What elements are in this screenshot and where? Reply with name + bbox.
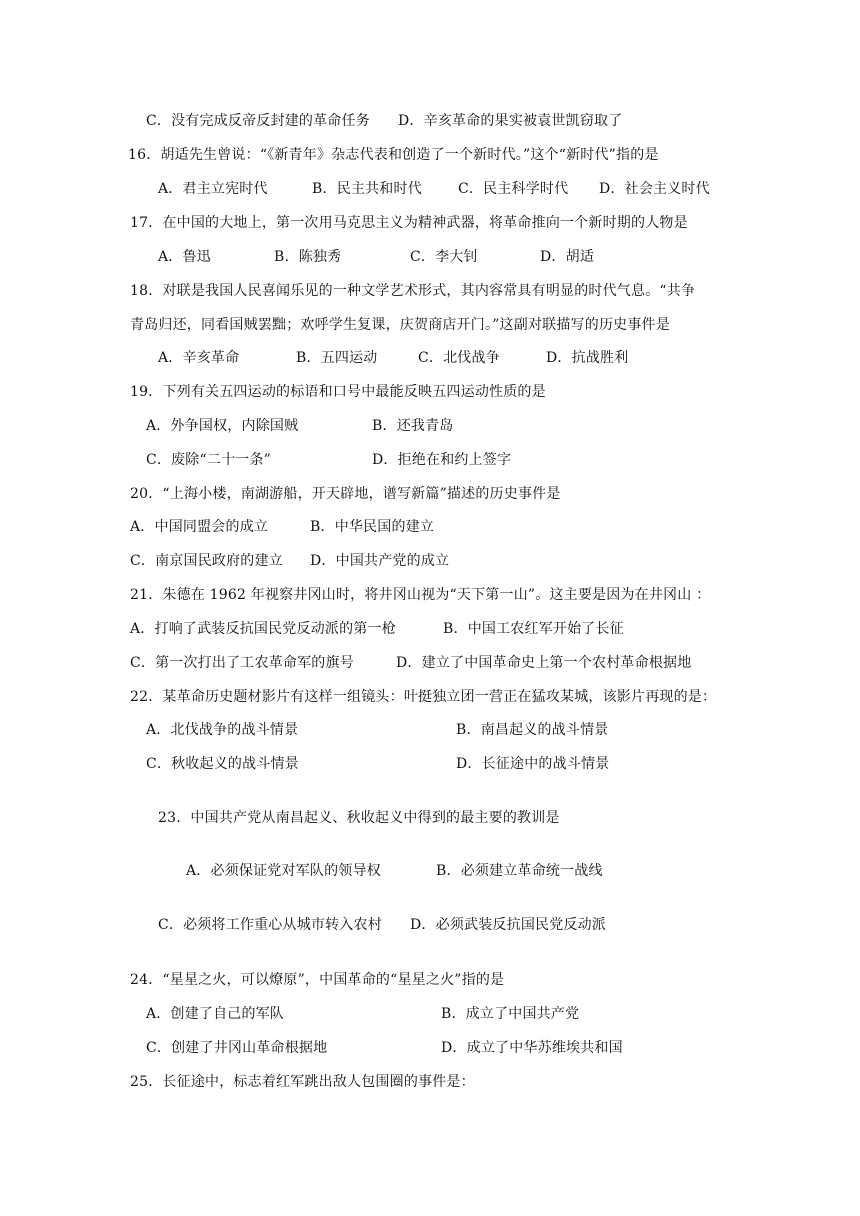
q19-option-a: A．外争国权，内除国贼 [146, 418, 299, 434]
q16-option-a: A．君主立宪时代 [158, 181, 268, 197]
q24-option-c: C．创建了井冈山革命根据地 [146, 1040, 328, 1056]
q21-option-b: B．中国工农红军开始了长征 [443, 621, 624, 637]
q16-stem: 16．胡适先生曾说：“《新青年》杂志代表和创造了一个新时代。”这个“新时代”指的是 [128, 147, 659, 163]
q21-option-d: D．建立了中国革命史上第一个农村革命根据地 [396, 655, 692, 671]
q22-option-a: A．北伐战争的战斗情景 [146, 722, 299, 738]
q19-stem: 19．下列有关五四运动的标语和口号中最能反映五四运动性质的是 [130, 384, 546, 400]
q18-stem-line2: 青岛归还，同看国贼罢黜；欢呼学生复课，庆贺商店开门。”这副对联描写的历史事件是 [130, 317, 670, 333]
q23-stem: 23．中国共产党从南昌起义、秋收起义中得到的最主要的教训是 [158, 810, 560, 826]
q21-stem: 21．朱德在 1962 年视察井冈山时，将井冈山视为“天下第一山”。这主要是因为在井冈山 ： [130, 587, 711, 603]
q23-option-a: A．必须保证党对军队的领导权 [186, 863, 381, 879]
q20-option-d: D．中国共产党的成立 [310, 553, 450, 569]
q18-option-d: D．抗战胜利 [546, 350, 629, 366]
q16-option-c: C．民主科学时代 [458, 181, 569, 197]
q16-option-d: D．社会主义时代 [599, 181, 710, 197]
q20-option-b: B．中华民国的建立 [310, 519, 435, 535]
q23-option-b: B．必须建立革命统一战线 [436, 863, 603, 879]
q19-option-c: C．废除“二十一条” [146, 452, 272, 468]
q17-option-c: C．李大钊 [410, 249, 478, 265]
q18-option-a: A．辛亥革命 [158, 350, 240, 366]
q15-option-c: C．没有完成反帝反封建的革命任务 [146, 113, 370, 129]
q19-option-d: D．拒绝在和约上签字 [372, 452, 512, 468]
q24-option-d: D．成立了中华苏维埃共和国 [441, 1040, 623, 1056]
q22-stem: 22．某革命历史题材影片有这样一组镜头：叶挺独立团一营正在猛攻某城，该影片再现的是： [130, 689, 717, 705]
q17-stem: 17．在中国的大地上，第一次用马克思主义为精神武器，将革命推向一个新时期的人物是 [130, 215, 688, 231]
q24-option-a: A．创建了自己的军队 [146, 1006, 285, 1022]
q22-option-c: C．秋收起义的战斗情景 [146, 756, 299, 772]
q17-option-d: D．胡适 [540, 249, 595, 265]
q18-option-c: C．北伐战争 [418, 350, 500, 366]
q23-option-d: D．必须武装反抗国民党反动派 [410, 917, 607, 933]
q20-stem: 20．“上海小楼，南湖游船，开天辟地，谱写新篇”描述的历史事件是 [130, 486, 561, 502]
q24-option-b: B．成立了中国共产党 [441, 1006, 580, 1022]
q22-option-b: B．南昌起义的战斗情景 [456, 722, 609, 738]
q23-option-c: C．必须将工作重心从城市转入农村 [158, 917, 382, 933]
q17-option-b: B．陈独秀 [274, 249, 342, 265]
q20-option-c: C．南京国民政府的建立 [130, 553, 283, 569]
q21-option-a: A．打响了武装反抗国民党反动派的第一枪 [130, 621, 396, 637]
q25-stem: 25．长征途中，标志着红军跳出敌人包围圈的事件是： [130, 1074, 475, 1090]
q21-option-c: C．第一次打出了工农革命军的旗号 [130, 655, 354, 671]
q18-option-b: B．五四运动 [296, 350, 378, 366]
q19-option-b: B．还我青岛 [372, 418, 454, 434]
q24-stem: 24．“星星之火，可以燎原”，中国革命的“星星之火”指的是 [130, 972, 505, 988]
q15-option-d: D．辛亥革命的果实被袁世凯窃取了 [398, 113, 623, 129]
q20-option-a: A．中国同盟会的成立 [130, 519, 269, 535]
q18-stem-line1: 18．对联是我国人民喜闻乐见的一种文学艺术形式，其内容常具有明显的时代气息。“共争 [130, 283, 696, 299]
q17-option-a: A．鲁迅 [158, 249, 211, 265]
q22-option-d: D．长征途中的战斗情景 [456, 756, 610, 772]
q16-option-b: B．民主共和时代 [312, 181, 422, 197]
